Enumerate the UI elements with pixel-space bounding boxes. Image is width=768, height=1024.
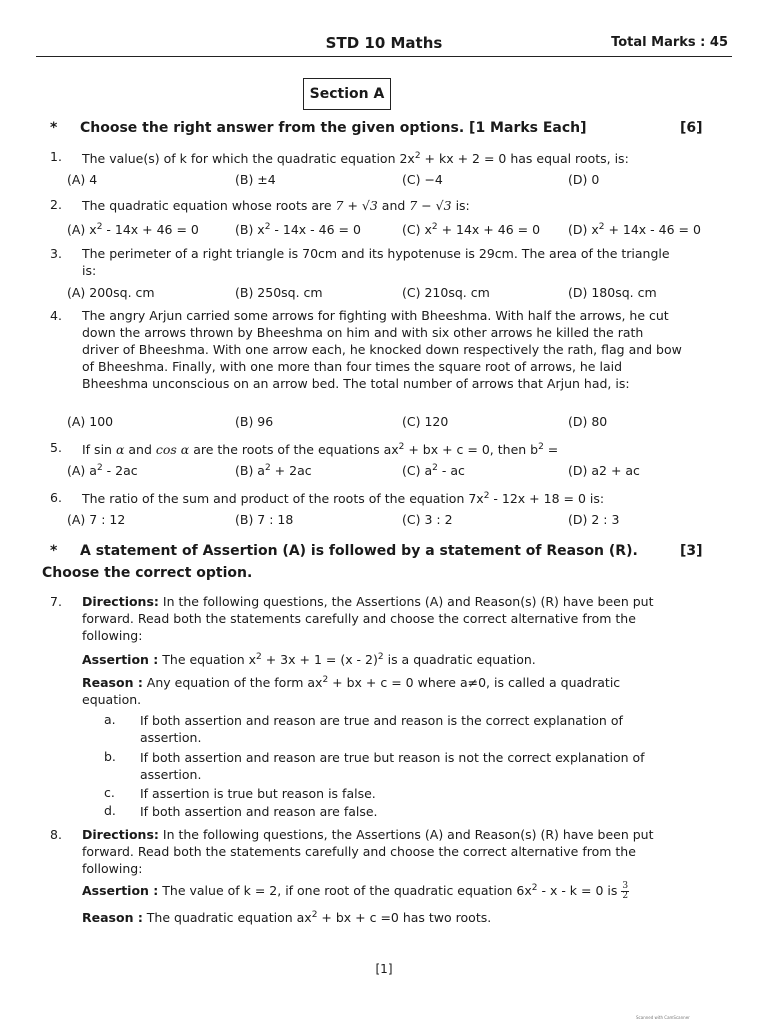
question-number: 5. <box>50 440 62 455</box>
part1-marks: [6] <box>680 120 703 136</box>
option-b: (B) 96 <box>235 414 274 429</box>
question-number: 2. <box>50 197 62 212</box>
part2-marks: [3] <box>680 543 703 559</box>
option-b: (B) $a^2 + 2ac$ <box>235 462 312 478</box>
page-title: STD 10 Maths <box>325 34 443 52</box>
part1-instruction: Choose the right answer from the given options. [1 Marks Each] <box>80 120 587 136</box>
choice-text: If both assertion and reason are true but reason is not the correct explanation of assertion. <box>140 750 645 782</box>
option-a: (A) $a^2 - 2ac$ <box>67 462 138 478</box>
option-d: (D) a2 + ac <box>568 463 640 478</box>
option-b: (B) ±4 <box>235 172 276 187</box>
choice-letter: a. <box>104 712 116 727</box>
question-text: The quadratic equation whose roots are 7 + √3 and 7 − √3 is: <box>82 198 470 213</box>
option-d: (D) 0 <box>568 172 600 187</box>
assertion-text: Assertion : The value of k = 2, if one root of the quadratic equation $6x^2 - x - k = 0$ is $\frac{3}{2}$ <box>82 881 629 901</box>
question-text: If sin α and cos α are the roots of the equations $ax^2$ + bx + c = 0, then $b^2$ = <box>82 441 559 457</box>
choice-letter: b. <box>104 749 116 764</box>
question-text: The perimeter of a right triangle is 70cm and its hypotenuse is 29cm. The area of the triangle is: <box>82 246 670 278</box>
option-c: (C) $x^2 + 14x + 46 = 0$ <box>402 221 541 237</box>
option-d: (D) 2 : 3 <box>568 512 620 527</box>
choice-text: If assertion is true but reason is false. <box>140 786 376 801</box>
choice-letter: d. <box>104 803 116 818</box>
choice-letter: c. <box>104 785 115 800</box>
option-c: (C) 210sq. cm <box>402 285 490 300</box>
bullet-star-icon: * <box>50 543 58 559</box>
assertion-text: Assertion : The equation $x^2 + 3x + 1 = (x - 2)^2$ is a quadratic equation. <box>82 651 536 667</box>
question-number: 3. <box>50 246 62 261</box>
option-a: (A) 100 <box>67 414 114 429</box>
directions-text: Directions: In the following questions, the Assertions (A) and Reason(s) (R) have been put forward. Read both the statements carefully and choose the correct alternative from the following: <box>82 827 654 876</box>
page-header <box>36 32 732 57</box>
option-c: (C) −4 <box>402 172 443 187</box>
question-number: 8. <box>50 827 62 842</box>
question-text: The ratio of the sum and product of the roots of the equation $7x^2 - 12x + 18 = 0$ is: <box>82 490 605 506</box>
option-c: (C) $a^2$ - ac <box>402 462 465 478</box>
page-number: [1] <box>375 962 393 976</box>
total-marks: Total Marks : 45 <box>611 35 728 50</box>
question-number: 7. <box>50 594 62 609</box>
reason-text: Reason : The quadratic equation $ax^2$ + bx + c =0 has two roots. <box>82 909 492 925</box>
part2-instruction-line2: Choose the correct option. <box>42 565 253 581</box>
reason-text: Reason : Any equation of the form $ax^2$ + bx + c = 0 where a≠0, is called a quadratic equation. <box>82 674 621 707</box>
question-number: 6. <box>50 490 62 505</box>
part2-instruction: A statement of Assertion (A) is followed by a statement of Reason (R). <box>80 543 638 559</box>
directions-text: Directions: In the following questions, the Assertions (A) and Reason(s) (R) have been put forward. Read both the statements carefully and choose the correct alternative from the following: <box>82 594 654 643</box>
option-c: (C) 3 : 2 <box>402 512 453 527</box>
scanner-watermark: Scanned with CamScanner <box>636 1015 690 1020</box>
option-a: (A) 200sq. cm <box>67 285 155 300</box>
question-text: The value(s) of k for which the quadratic equation $2x^2$ + kx + 2 = 0 has equal roots, is: <box>82 150 629 166</box>
option-d: (D) 80 <box>568 414 608 429</box>
fraction: $\frac{3}{2}$ <box>622 881 629 901</box>
option-a: (A) $x^2 - 14x + 46 = 0$ <box>67 221 199 237</box>
choice-text: If both assertion and reason are false. <box>140 804 378 819</box>
option-b: (B) 250sq. cm <box>235 285 323 300</box>
question-text: The angry Arjun carried some arrows for fighting with Bheeshma. With half the arrows, he cut down the arrows thrown by Bheeshma on him and with six other arrows he killed the rath driver of Bheeshma. With one arrow each, he knocked down respectively the rath, flag and bow of Bheeshma. Finally, with one more than four times the square root of arrows, he laid Bheeshma unconscious on an arrow bed. The total number of arrows that Arjun had, is: <box>82 308 682 391</box>
option-b: (B) $x^2 - 14x - 46 = 0$ <box>235 221 361 237</box>
question-number: 1. <box>50 149 62 164</box>
option-d: (D) $x^2 + 14x - 46 = 0$ <box>568 221 701 237</box>
question-number: 4. <box>50 308 62 323</box>
option-d: (D) 180sq. cm <box>568 285 657 300</box>
option-b: (B) 7 : 18 <box>235 512 294 527</box>
option-c: (C) 120 <box>402 414 449 429</box>
section-label: Section A <box>303 78 391 110</box>
option-a: (A) 4 <box>67 172 98 187</box>
bullet-star-icon: * <box>50 120 58 136</box>
choice-text: If both assertion and reason are true and reason is the correct explanation of assertion. <box>140 713 623 745</box>
option-a: (A) 7 : 12 <box>67 512 126 527</box>
